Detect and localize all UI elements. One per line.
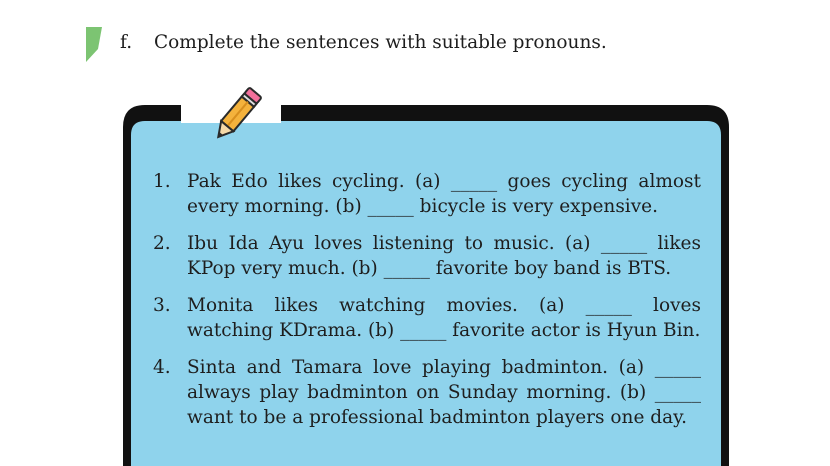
green-tab-marker-icon — [84, 27, 102, 62]
task-letter: f. — [120, 32, 133, 53]
exercise-item-2 — [153, 231, 701, 281]
exercise-card — [123, 105, 729, 465]
item-number: 4. — [153, 357, 171, 378]
item-number: 2. — [153, 233, 171, 254]
item-text: Sinta and Tamara love playing badminton. (a) _____ always play badminton on Sunday morning. (b) _____ want to be a professional badminton players one day. — [187, 357, 701, 428]
task-header — [120, 30, 607, 56]
item-text: Pak Edo likes cycling. (a) _____ goes cycling almost every morning. (b) _____ bicycle is very expensive. — [187, 171, 701, 217]
task-instruction: Complete the sentences with suitable pronouns. — [154, 32, 607, 53]
exercise-item-3 — [153, 293, 701, 343]
item-number: 3. — [153, 295, 171, 316]
item-text: Ibu Ida Ayu loves listening to music. (a) _____ likes KPop very much. (b) _____ favorite boy band is BTS. — [187, 233, 701, 279]
exercise-item-4 — [153, 355, 701, 430]
pencil-icon — [205, 87, 265, 147]
item-text: Monita likes watching movies. (a) _____ loves watching KDrama. (b) _____ favorite actor is Hyun Bin. — [187, 295, 701, 341]
exercise-list — [153, 169, 701, 442]
exercise-item-1 — [153, 169, 701, 219]
item-number: 1. — [153, 171, 171, 192]
